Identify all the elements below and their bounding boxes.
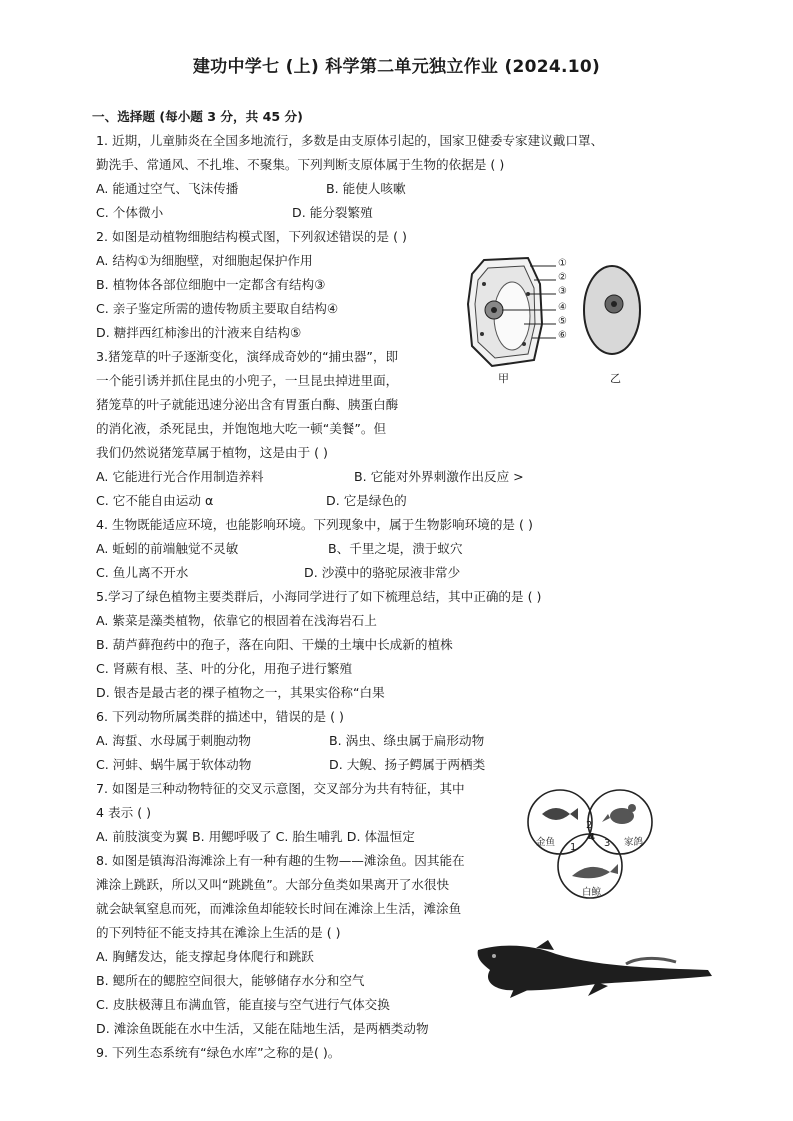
q1-option-c: C. 个体微小 bbox=[96, 205, 164, 220]
q1-option-b: B. 能使人咳嗽 bbox=[326, 181, 406, 196]
q2-option-a: A. 结构①为细胞壁，对细胞起保护作用 bbox=[96, 253, 313, 268]
q4-option-b: B、千里之堤，溃于蚁穴 bbox=[328, 541, 463, 556]
q3-line3: 猪笼草的叶子就能迅速分泌出含有胃蛋白酶、胰蛋白酶 bbox=[96, 397, 399, 412]
fig-caption-yi: 乙 bbox=[610, 372, 621, 385]
q2-option-c: C. 亲子鉴定所需的遗传物质主要取自结构④ bbox=[96, 301, 339, 316]
q3-line5: 我们仍然说猪笼草属于植物，这是由于 ( ) bbox=[96, 445, 328, 460]
fig-label-3: ③ bbox=[558, 286, 567, 297]
q7-line1: 7. 如图是三种动物特征的交叉示意图，交叉部分为共有特征，其中 bbox=[96, 781, 465, 796]
q4-option-c: C. 鱼儿离不开水 bbox=[96, 565, 189, 580]
page-title: 建功中学七 (上) 科学第二单元独立作业 (2024.10) bbox=[192, 57, 601, 77]
q7-line2: 4 表示 ( ) bbox=[96, 805, 152, 820]
q8-line1: 8. 如图是镇海沿海滩涂上有一种有趣的生物——滩涂鱼。因其能在 bbox=[96, 853, 465, 868]
q1-option-d: D. 能分裂繁殖 bbox=[292, 205, 373, 220]
fig-caption-jia: 甲 bbox=[498, 372, 509, 385]
cell-structure-figure bbox=[462, 254, 662, 384]
q5-option-a: A. 紫菜是藻类植物，依靠它的根固着在浅海岩石上 bbox=[96, 613, 377, 628]
q8-line4: 的下列特征不能支持其在滩涂上生活的是 ( ) bbox=[96, 925, 341, 940]
venn-diagram-figure bbox=[524, 784, 664, 904]
q4-stem: 4. 生物既能适应环境，也能影响环境。下列现象中，属于生物影响环境的是 ( ) bbox=[96, 517, 533, 532]
venn-label-pigeon: 家鸽 bbox=[624, 837, 644, 848]
q1-option-a: A. 能通过空气、飞沫传播 bbox=[96, 181, 239, 196]
fig-label-2: ② bbox=[558, 272, 567, 283]
q2-option-d: D. 糖拌西红柿渗出的汁液来自结构⑤ bbox=[96, 325, 302, 340]
q8-option-a: A. 胸鳍发达，能支撑起身体爬行和跳跃 bbox=[96, 949, 314, 964]
venn-label-fish: 金鱼 bbox=[536, 837, 556, 848]
fig-label-4: ④ bbox=[558, 302, 567, 313]
venn-region-1: 1 bbox=[570, 842, 577, 853]
q8-option-b: B. 鳃所在的鳃腔空间很大，能够储存水分和空气 bbox=[96, 973, 365, 988]
q8-option-d: D. 滩涂鱼既能在水中生活，又能在陆地生活，是两栖类动物 bbox=[96, 1021, 429, 1036]
q5-option-d: D. 银杏是最古老的裸子植物之一，其果实俗称“白果 bbox=[96, 685, 385, 700]
q8-option-c: C. 皮肤极薄且布满血管，能直接与空气进行气体交换 bbox=[96, 997, 390, 1012]
q3-line4: 的消化液，杀死昆虫，并饱饱地大吃一顿“美餐”。但 bbox=[96, 421, 387, 436]
q6-option-c: C. 河蚌、蜗牛属于软体动物 bbox=[96, 757, 252, 772]
q3-option-d: D. 它是绿色的 bbox=[326, 493, 407, 508]
q3-option-c: C. 它不能自由运动 α bbox=[96, 493, 214, 508]
q8-line3: 就会缺氧窒息而死，而滩涂鱼却能较长时间在滩涂上生活，滩涂鱼 bbox=[96, 901, 462, 916]
q6-option-d: D. 大鲵、扬子鳄属于两栖类 bbox=[329, 757, 486, 772]
fig-label-1: ① bbox=[558, 258, 567, 269]
venn-region-2: 2 bbox=[586, 820, 593, 831]
q3-option-a: A. 它能进行光合作用制造养料 bbox=[96, 469, 264, 484]
q1-stem-line1: 1. 近期，儿童肺炎在全国多地流行，多数是由支原体引起的，国家卫健委专家建议戴口罩、 bbox=[96, 133, 604, 148]
q7-options: A. 前肢演变为翼 B. 用鳃呼吸了 C. 胎生哺乳 D. 体温恒定 bbox=[96, 829, 415, 844]
fig-label-5: ⑤ bbox=[558, 316, 567, 327]
q3-line1: 3.猪笼草的叶子逐渐变化，演绎成奇妙的“捕虫器”，即 bbox=[96, 349, 399, 364]
q5-option-b: B. 葫芦藓孢药中的孢子，落在向阳、干燥的土壤中长成新的植株 bbox=[96, 637, 453, 652]
q2-stem: 2. 如图是动植物细胞结构模式图，下列叙述错误的是 ( ) bbox=[96, 229, 407, 244]
venn-region-3: 3 bbox=[604, 838, 611, 849]
q3-line2: 一个能引诱并抓住昆虫的小兜子，一旦昆虫掉进里面， bbox=[96, 373, 399, 388]
q6-option-a: A. 海蜇、水母属于刺胞动物 bbox=[96, 733, 251, 748]
q6-option-b: B. 涡虫、绦虫属于扁形动物 bbox=[329, 733, 485, 748]
q4-option-a: A. 蚯蚓的前端触觉不灵敏 bbox=[96, 541, 239, 556]
q2-option-b: B. 植物体各部位细胞中一定都含有结构③ bbox=[96, 277, 326, 292]
section-heading: 一、选择题 (每小题 3 分，共 45 分) bbox=[92, 109, 303, 124]
fig-label-6: ⑥ bbox=[558, 330, 567, 341]
venn-region-4: 4 bbox=[588, 832, 595, 843]
q6-stem: 6. 下列动物所属类群的描述中，错误的是 ( ) bbox=[96, 709, 344, 724]
mudskipper-figure bbox=[476, 940, 714, 1000]
q5-option-c: C. 肾蕨有根、茎、叶的分化，用孢子进行繁殖 bbox=[96, 661, 353, 676]
venn-label-whale: 白鲸 bbox=[582, 887, 602, 898]
q1-stem-line2: 勤洗手、常通风、不扎堆、不聚集。下列判断支原体属于生物的依据是 ( ) bbox=[96, 157, 505, 172]
q5-stem: 5.学习了绿色植物主要类群后，小海同学进行了如下梳理总结，其中正确的是 ( ) bbox=[96, 589, 542, 604]
q8-line2: 滩涂上跳跃，所以又叫“跳跳鱼”。大部分鱼类如果离开了水很快 bbox=[96, 877, 450, 892]
q9-stem: 9. 下列生态系统有“绿色水库”之称的是( )。 bbox=[96, 1045, 341, 1060]
q3-option-b: B. 它能对外界刺激作出反应 > bbox=[354, 469, 524, 484]
q4-option-d: D. 沙漠中的骆驼尿液非常少 bbox=[304, 565, 461, 580]
